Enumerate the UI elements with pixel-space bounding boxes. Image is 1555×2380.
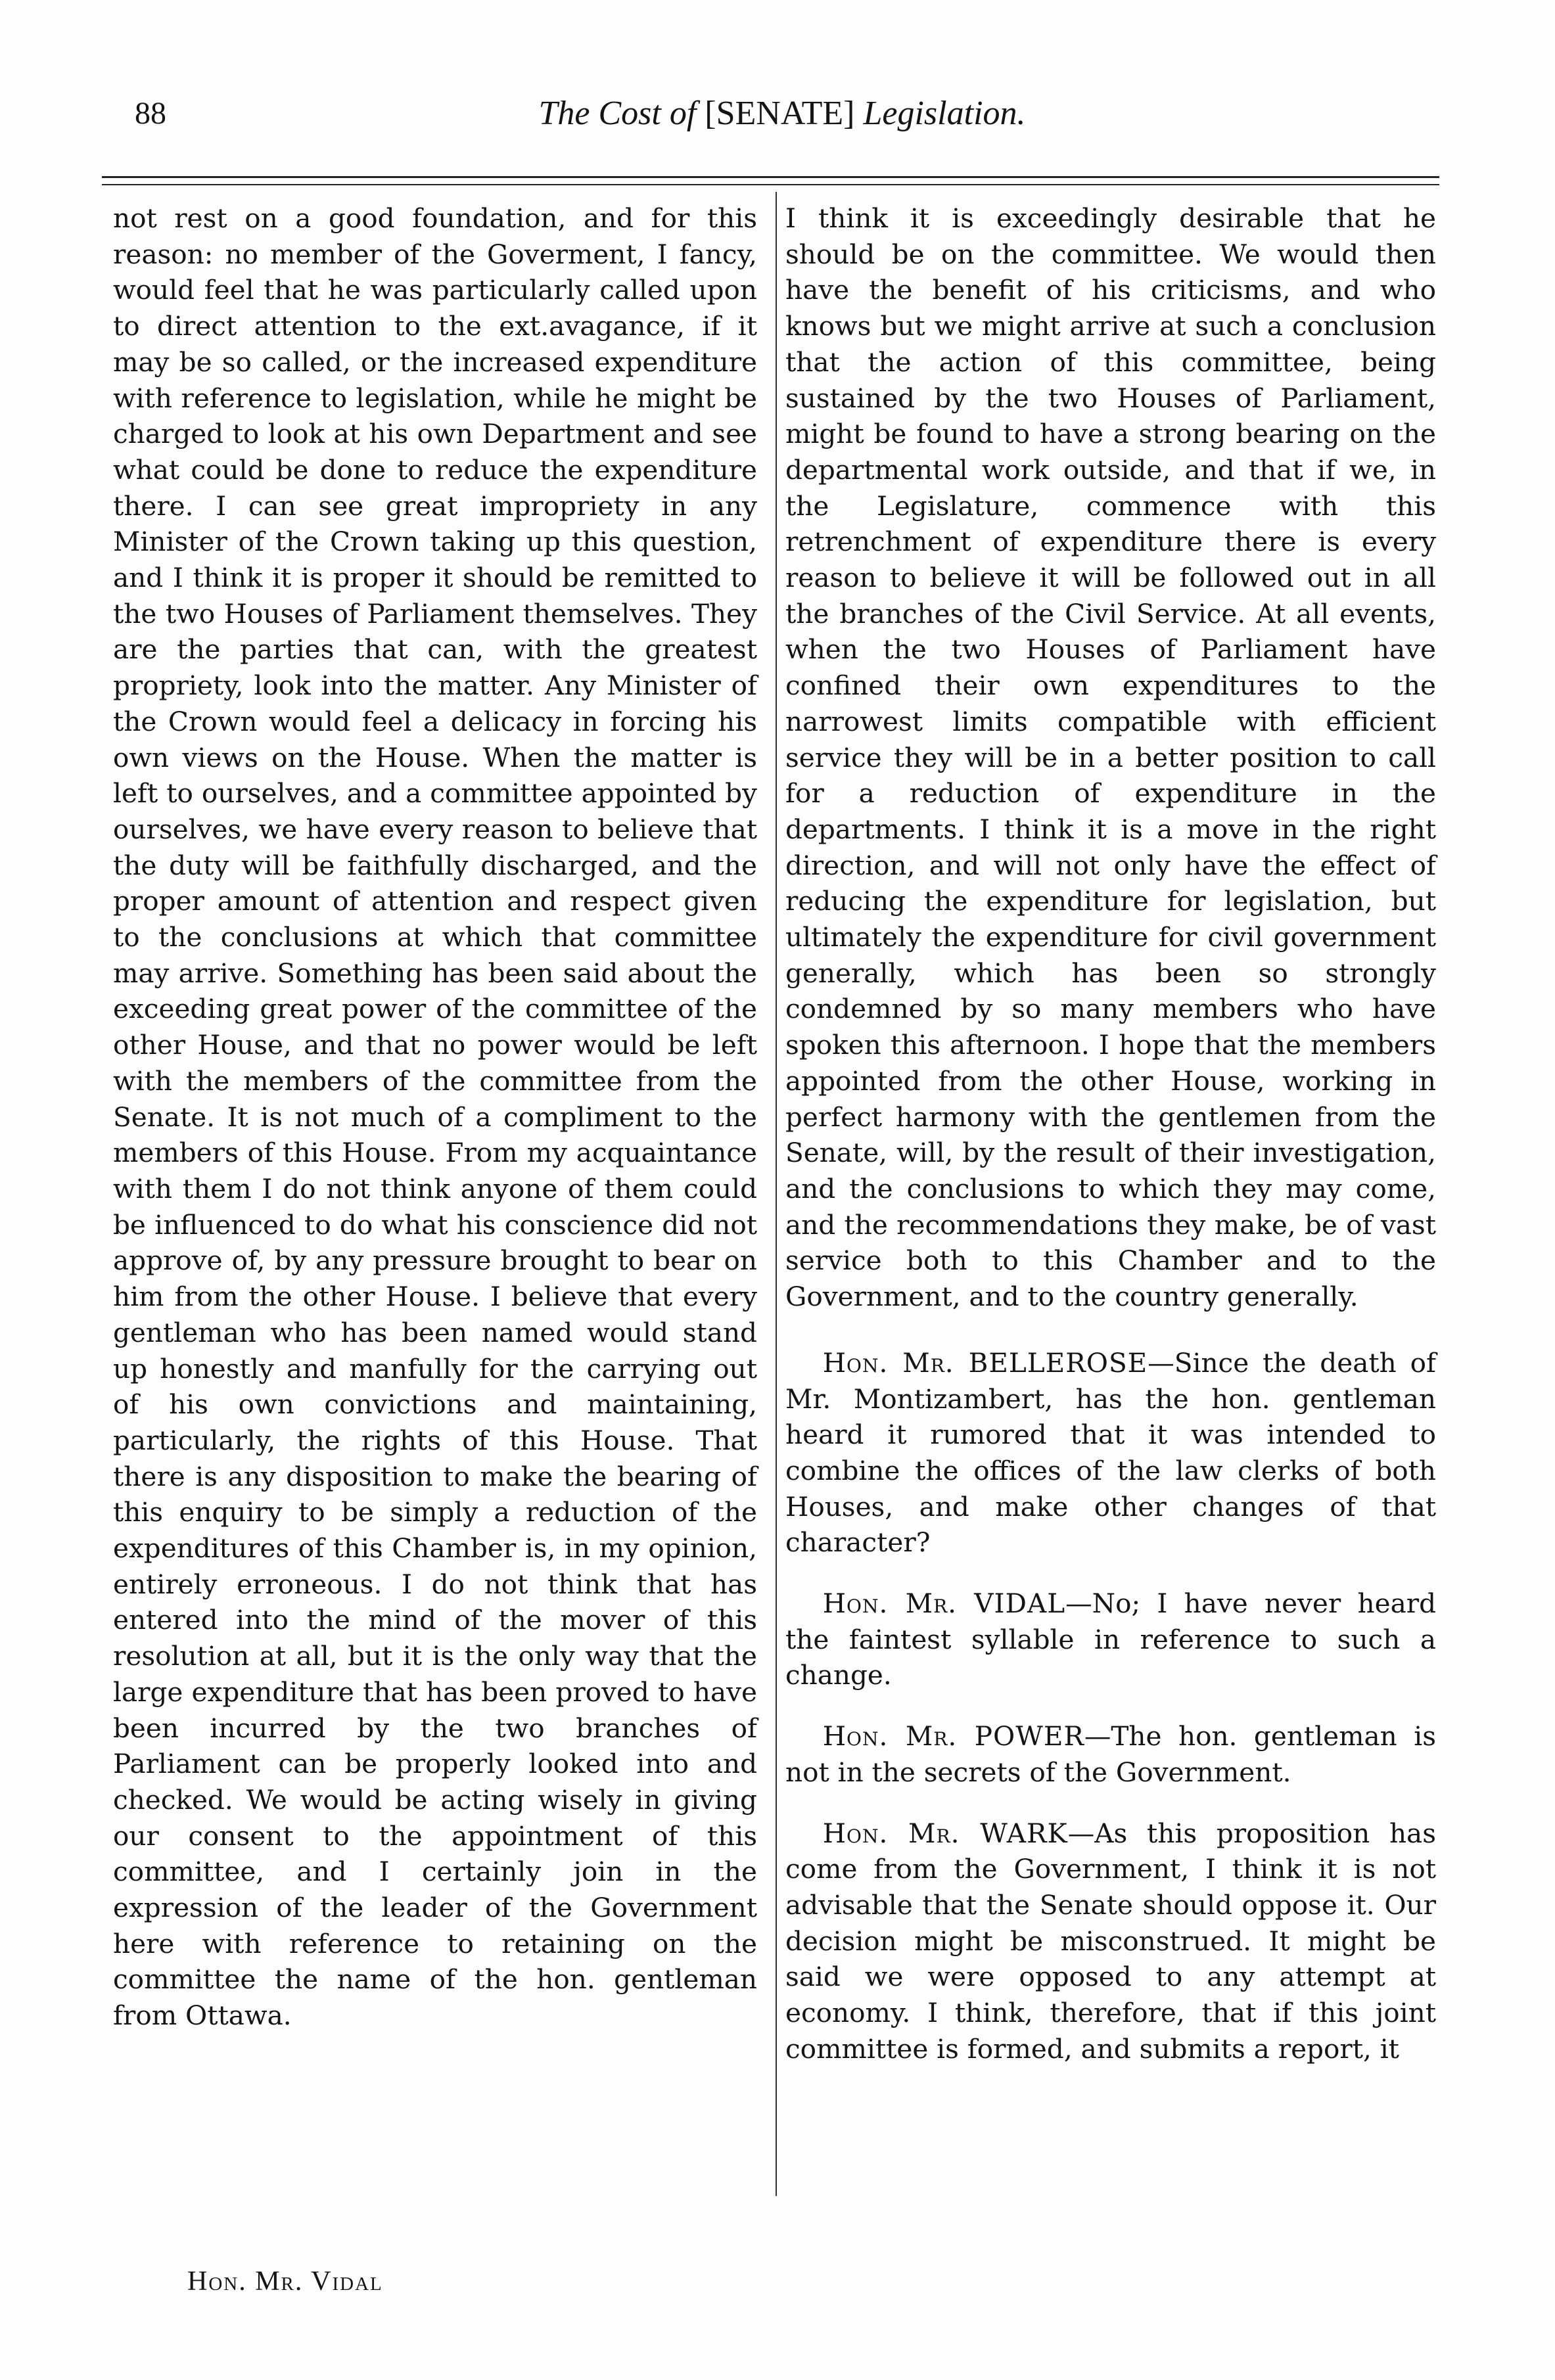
catchword: Hon. Mr. Vidal	[187, 2266, 383, 2297]
speech-text: As this proposition has come from the Government, I think it is not advisable that the Senate should oppose it. Our decision might be misconstrued. It might be said we were opposed to any attempt at economy. I think, therefore, that if this joint committee is formed, and submits a report, it	[785, 1817, 1436, 2065]
speech-vidal: Hon. Mr. VIDAL—No; I have never heard the faintest syllable in reference to such a change.	[785, 1588, 1436, 1691]
speech-text: The hon. gentleman is not in the secrets of the Government.	[785, 1720, 1436, 1788]
speaker-name: Hon. Mr. VIDAL	[822, 1588, 1066, 1620]
right-column-continuation: I think it is exceedingly desirable that he should be on the committee. We would then have the benefit of his criticisms, and who knows but we might arrive at such a conclusion that the action of this committee, being sustained by the two Houses of Parliament, might be found to have a strong bearing on the departmental work outside, and that if we, in the Legislature, commence with this retrenchment of expenditure there is every reason to believe it will be followed out in all the branches of the Civil Service. At all events, when the two Houses of Parliament have confined their own expenditures to the narrowest limits compatible with efficient service they will be in a better position to call for a reduction of expenditure in the departments. I think it is a move in the right direction, and will not only have the effect of reducing the expenditure for legislation, but ultimately the expenditure for civil government generally, which has been so strongly condemned by so many members who have spoken this afternoon. I hope that the members appointed from the other House, working in perfect harmony with the gentlemen from the Senate, will, by the result of their investigation, and the conclusions to which they may come, and the recommendations they make, be of vast service both to this Chamber and to the Government, and to the country generally.	[785, 202, 1436, 1313]
running-title-part2: [SENATE]	[705, 95, 855, 132]
page-header	[135, 89, 1429, 148]
left-column-text: not rest on a good foundation, and for this reason: no member of the Goverment, I fancy, would feel that he was particularly called upon to direct attention to the ext.avagance, if it may be so called, or the increased expenditure with reference to legislation, while he might be charged to look at his own Department and see what could be done to reduce the expenditure there. I can see great impropriety in any Minister of the Crown taking up this question, and I think it is proper it should be remitted to the two Houses of Parliament themselves. They are the parties that can, with the greatest propriety, look into the matter. Any Minister of the Crown would feel a delicacy in forcing his own views on the House. When the matter is left to ourselves, and a committee appointed by ourselves, we have every reason to believe that the duty will be faithfully discharged, and the proper amount of attention and respect given to the conclusions at which that committee may arrive. Something has been said about the exceeding great power of the committee of the other House, and that no power would be left with the members of the committee from the Senate. It is not much of a compliment to the members of this House. From my acquaintance with them I do not think anyone of them could be influenced to do what his conscience did not approve of, by any pressure brought to bear on him from the other House. I believe that every gentleman who has been named would stand up honestly and manfully for the carrying out of his own convictions and maintaining, particularly, the rights of this House. That there is any disposition to make the bearing of this enquiry to be simply a reduction of the expenditures of this Chamber is, in my opinion, entirely erroneous. I do not think that has entered into the mind of the mover of this resolution at all, but it is the only way that the large expenditure that has been proved to have been incurred by the two branches of Parliament can be properly looked into and checked. We would be acting wisely in giving our consent to the appointment of this committee, and I certainly join in the expression of the leader of the Government here with reference to retaining on the committee the name of the hon. gentleman from Ottawa.	[113, 202, 757, 2032]
column-divider	[776, 192, 777, 2196]
speaker-name: Hon. Mr. BELLEROSE	[822, 1346, 1148, 1379]
speech-wark: Hon. Mr. WARK—As this proposition has come from the Government, I think it is not advisable that the Senate should oppose it. Our decision might be misconstrued. It might be said we were opposed to any attempt at economy. I think, therefore, that if this joint committee is formed, and submits a report, it	[785, 1817, 1436, 2065]
running-title-part3: Legislation.	[863, 95, 1026, 132]
speaker-name: Hon. Mr. WARK	[822, 1817, 1068, 1849]
left-column	[113, 200, 757, 2034]
header-rule	[102, 176, 1439, 178]
header-rule-secondary	[102, 184, 1439, 185]
right-column	[785, 200, 1436, 2067]
page-number: 88	[135, 96, 166, 131]
speech-power: Hon. Mr. POWER—The hon. gentleman is not in the secrets of the Government.	[785, 1720, 1436, 1788]
speech-text: No; I have never heard the faintest syllable in reference to such a change.	[785, 1588, 1436, 1691]
speech-text: Since the death of Mr. Montizambert, has the hon. gentleman heard it rumored that it was intended to combine the offices of the law clerks of both Houses, and make other changes of that character?	[785, 1346, 1436, 1559]
running-title-part1: The Cost of	[538, 95, 697, 132]
speaker-name: Hon. Mr. POWER	[822, 1720, 1084, 1752]
running-title	[135, 94, 1429, 133]
speech-bellerose: Hon. Mr. BELLEROSE—Since the death of Mr. Montizambert, has the hon. gentleman heard it rumored that it was intended to combine the offices of the law clerks of both Houses, and make other changes of that character?	[785, 1346, 1436, 1559]
